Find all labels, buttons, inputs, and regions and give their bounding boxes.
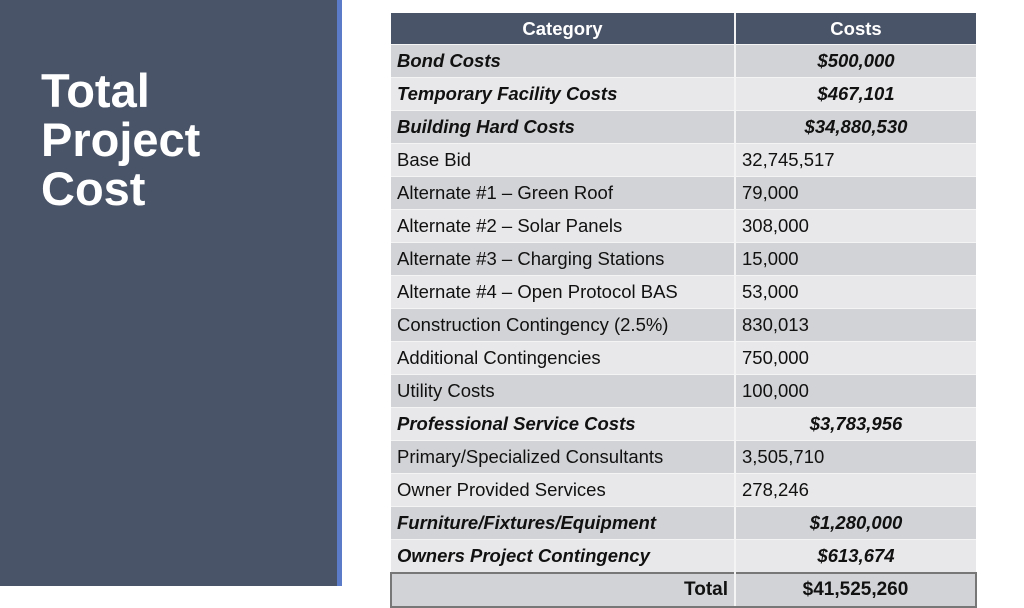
- table-row: [391, 210, 976, 243]
- table-header-row: [391, 13, 976, 45]
- total-label: Total: [391, 573, 735, 607]
- cost-cell: 79,000: [735, 177, 976, 210]
- table-body: [391, 45, 976, 608]
- cost-cell: $500,000: [735, 45, 976, 78]
- cost-cell: 15,000: [735, 243, 976, 276]
- table-row: [391, 111, 976, 144]
- accent-stripe: [337, 0, 342, 586]
- header-costs: Costs: [735, 13, 976, 45]
- slide-title-line: Project: [41, 113, 201, 166]
- category-cell: Temporary Facility Costs: [391, 78, 735, 111]
- category-cell: Alternate #2 – Solar Panels: [391, 210, 735, 243]
- cost-cell: 53,000: [735, 276, 976, 309]
- table-row: [391, 144, 976, 177]
- table-row: [391, 78, 976, 111]
- table-row: [391, 342, 976, 375]
- cost-cell: 308,000: [735, 210, 976, 243]
- table-row: [391, 408, 976, 441]
- cost-cell: $467,101: [735, 78, 976, 111]
- cost-cell: $3,783,956: [735, 408, 976, 441]
- slide-title: [41, 66, 200, 213]
- table-row: [391, 243, 976, 276]
- category-cell: Alternate #4 – Open Protocol BAS: [391, 276, 735, 309]
- table-row: [391, 45, 976, 78]
- table-row: [391, 540, 976, 574]
- table-row: [391, 309, 976, 342]
- cost-cell: $34,880,530: [735, 111, 976, 144]
- table-row: [391, 177, 976, 210]
- header-category: Category: [391, 13, 735, 45]
- slide-title-line: Total: [41, 64, 150, 117]
- cost-cell: $1,280,000: [735, 507, 976, 540]
- cost-cell: 278,246: [735, 474, 976, 507]
- category-cell: Additional Contingencies: [391, 342, 735, 375]
- table-row: [391, 474, 976, 507]
- category-cell: Professional Service Costs: [391, 408, 735, 441]
- category-cell: Furniture/Fixtures/Equipment: [391, 507, 735, 540]
- category-cell: Building Hard Costs: [391, 111, 735, 144]
- cost-cell: 830,013: [735, 309, 976, 342]
- category-cell: Alternate #3 – Charging Stations: [391, 243, 735, 276]
- category-cell: Bond Costs: [391, 45, 735, 78]
- category-cell: Base Bid: [391, 144, 735, 177]
- table-row: [391, 507, 976, 540]
- table-row: [391, 276, 976, 309]
- cost-cell: $613,674: [735, 540, 976, 574]
- category-cell: Alternate #1 – Green Roof: [391, 177, 735, 210]
- table-row: [391, 441, 976, 474]
- category-cell: Construction Contingency (2.5%): [391, 309, 735, 342]
- category-cell: Primary/Specialized Consultants: [391, 441, 735, 474]
- category-cell: Owners Project Contingency: [391, 540, 735, 574]
- table-row: [391, 375, 976, 408]
- cost-cell: 100,000: [735, 375, 976, 408]
- cost-cell: 750,000: [735, 342, 976, 375]
- slide-title-line: Cost: [41, 162, 146, 215]
- cost-cell: 32,745,517: [735, 144, 976, 177]
- total-row: [391, 573, 976, 607]
- cost-cell: 3,505,710: [735, 441, 976, 474]
- category-cell: Utility Costs: [391, 375, 735, 408]
- total-value: $41,525,260: [735, 573, 976, 607]
- category-cell: Owner Provided Services: [391, 474, 735, 507]
- cost-table: [390, 13, 977, 608]
